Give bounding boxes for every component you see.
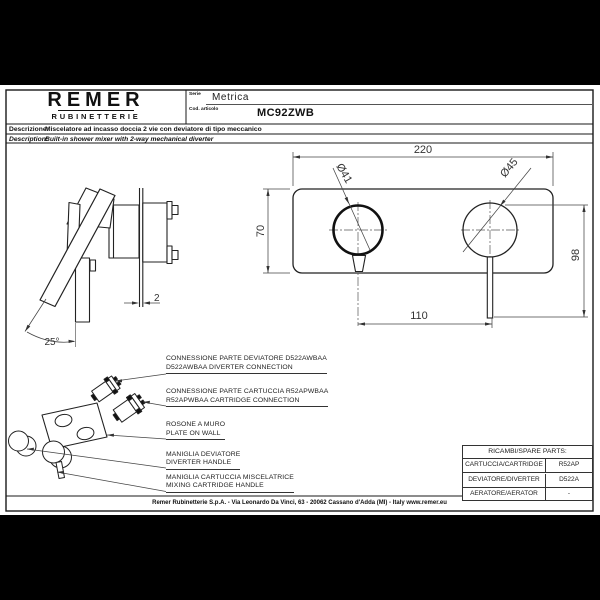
cod-articolo-label: Cod. articolo [189, 106, 219, 112]
table-row [463, 459, 592, 472]
serie-value: Metrica [212, 91, 249, 103]
descrizione-text: Miscelatore ad incasso doccia 2 vie con deviatore di tipo meccanico [45, 126, 262, 133]
part-name: CARTUCCIA/CARTRIDGE [463, 459, 546, 472]
table-row [463, 474, 592, 487]
dim-plate-width: 220 [413, 144, 433, 156]
callout-line: CONNESSIONE PARTE CARTUCCIA R52APWBAA [166, 388, 329, 395]
dim-dia-diverter: Ø41 [333, 161, 355, 186]
callout-line: MIXING CARTRIDGE HANDLE [166, 482, 264, 490]
part-code: D522A [559, 476, 579, 483]
dim-centers-distance: 110 [410, 310, 428, 322]
brand-name: REMER [47, 89, 145, 111]
table-row [463, 487, 592, 501]
callout-diverter-handle [166, 451, 240, 470]
descrizione-label: Descrizione: [9, 126, 49, 133]
callout-line: MANIGLIA CARTUCCIA MISCELATRICE [166, 473, 294, 481]
part-name: DEVIATORE/DIVERTER [463, 474, 546, 487]
dim-handle-angle: 25° [44, 337, 60, 348]
callout-cartridge-connection [166, 388, 328, 407]
remer-logo [16, 89, 176, 121]
dim-dia-cartridge: Ø45 [498, 156, 521, 180]
dim-plate-height: 70 [255, 224, 267, 238]
callout-line: DIVERTER HANDLE [166, 459, 232, 467]
part-name: AERATORE/AERATOR [463, 488, 546, 501]
part-code: R52AP [558, 461, 580, 468]
description-label: Description: [9, 135, 49, 143]
callout-line: MANIGLIA DEVIATORE [166, 450, 241, 458]
article-code: MC92ZWB [257, 107, 315, 119]
description-text: Built-in shower mixer with 2-way mechanical diverter [45, 135, 214, 143]
serie-label: Serie [189, 92, 201, 97]
spare-parts-title: RICAMBI/SPARE PARTS: [463, 446, 592, 459]
callout-line: R52APWBAA CARTRIDGE CONNECTION [166, 396, 300, 404]
callout-mixing-handle [166, 474, 294, 493]
callout-line: PLATE ON WALL [166, 429, 221, 437]
spare-parts-table [462, 445, 593, 501]
dim-lever-length: 98 [570, 248, 582, 262]
part-code: - [567, 489, 571, 497]
descrizione-row [9, 126, 262, 133]
callout-diverter-connection [166, 355, 327, 374]
callout-line: ROSONE A MURO [166, 421, 226, 428]
callout-line: D522AWBAA DIVERTER CONNECTION [166, 363, 293, 371]
callout-wall-plate [166, 421, 225, 440]
brand-subtitle: RUBINETTERIE [51, 112, 141, 121]
description-row [9, 136, 213, 143]
callout-line: CONNESSIONE PARTE DEVIATORE D522AWBAA [166, 355, 327, 362]
dim-wall-thickness: 2 [154, 293, 160, 304]
footer-address: Remer Rubinetterie S.p.A. - Via Leonardo Da Vinci, 63 - 20062 Cassano d'Adda (MI) - Italy www.remer.eu [152, 500, 447, 506]
